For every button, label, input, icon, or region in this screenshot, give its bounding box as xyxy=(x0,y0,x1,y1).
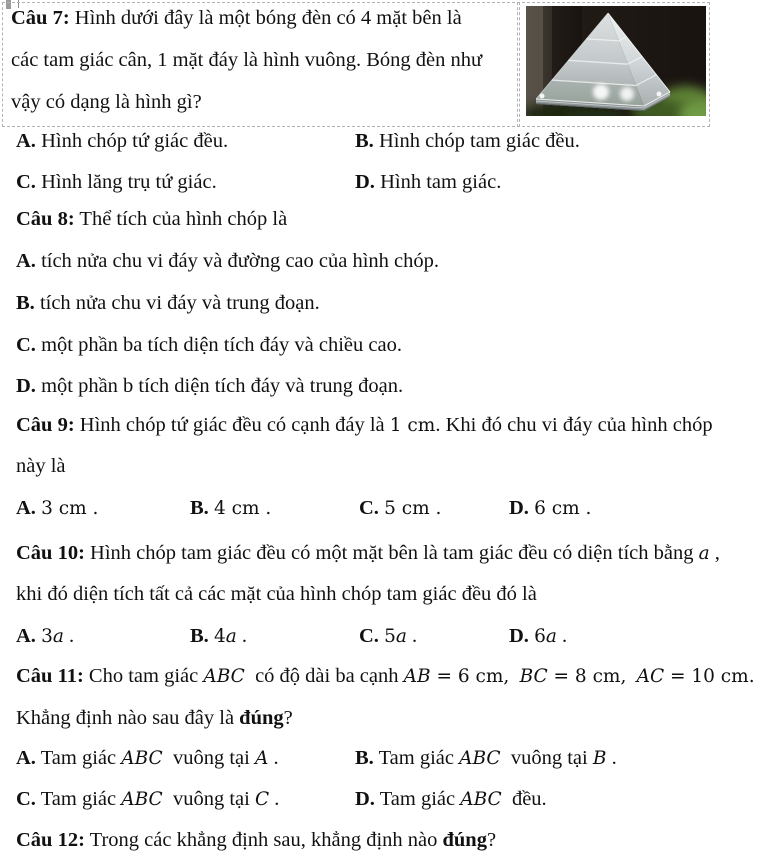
text-segment: 3 xyxy=(41,626,53,647)
text-segment: . xyxy=(268,747,279,769)
text-segment: Cho tam giác xyxy=(83,665,204,687)
q9-line-2 xyxy=(16,452,66,480)
text-segment: này là xyxy=(16,455,66,477)
q9-line-1 xyxy=(16,411,713,440)
q7-line-2 xyxy=(11,46,482,74)
text-segment: B. xyxy=(190,625,209,647)
text-segment: AC xyxy=(636,666,665,687)
text-segment: một phần ba tích diện tích đáy và chiều cao. xyxy=(35,334,402,356)
text-segment: 6 cm . xyxy=(534,498,592,519)
text-segment: các tam giác cân, 1 mặt đáy là hình vuông. Bóng đèn như xyxy=(11,49,483,71)
text-segment: Trong các khẳng định sau, khẳng định nào xyxy=(84,829,443,851)
q10-option-c xyxy=(359,622,417,651)
text-segment: Câu 7: xyxy=(11,7,70,29)
text-segment: vuông tại xyxy=(500,747,593,769)
text-segment: vuông tại xyxy=(162,788,255,810)
text-segment: AB xyxy=(403,666,431,687)
text-segment: . xyxy=(406,625,418,647)
q10-options-row xyxy=(0,622,773,650)
text-segment: Tam giác xyxy=(374,788,461,810)
text-segment: , xyxy=(709,542,720,564)
text-segment: khi đó diện tích tất cả các mặt của hình chóp tam giác đều đó là xyxy=(16,583,537,605)
text-segment: đúng xyxy=(442,829,487,851)
text-segment: tích nửa chu vi đáy và trung đoạn. xyxy=(34,292,320,314)
text-segment: A. xyxy=(16,625,36,647)
question7-image-frame[interactable] xyxy=(517,2,710,127)
text-segment: . xyxy=(63,625,75,647)
text-segment: vậy có dạng là hình gì? xyxy=(11,91,202,113)
text-segment: ABC xyxy=(121,748,163,769)
text-segment: Câu 12: xyxy=(16,829,85,851)
text-segment: . xyxy=(269,788,280,810)
text-segment xyxy=(626,665,636,687)
q7-options-row-2 xyxy=(0,168,773,196)
text-segment: 1 cm xyxy=(389,415,436,436)
text-segment: 6 xyxy=(534,626,546,647)
text-segment: Hình chóp tứ giác đều. xyxy=(35,130,229,152)
text-segment: 4 xyxy=(213,626,226,647)
text-segment: ABC xyxy=(121,789,163,810)
text-segment: Câu 8: xyxy=(16,208,75,230)
q11-option-b xyxy=(355,744,617,773)
text-segment: C. xyxy=(16,788,36,810)
text-segment: B. xyxy=(16,292,35,314)
text-segment: Hình chóp tam giác đều có một mặt bên là tam giác đều có diện tích bằng xyxy=(84,542,699,564)
q7-option-d xyxy=(355,168,501,196)
q7-options-row-1 xyxy=(0,127,773,155)
text-segment: = 8 cm, xyxy=(547,666,627,687)
q7-option-b xyxy=(355,127,580,155)
q7-line-1 xyxy=(11,4,462,32)
text-segment: D. xyxy=(355,171,375,193)
q11-line-1 xyxy=(16,662,755,691)
text-segment: a xyxy=(225,626,237,647)
text-segment: B. xyxy=(190,497,209,519)
q8-option-a xyxy=(16,247,439,275)
text-segment: Câu 11: xyxy=(16,665,84,687)
text-segment: D. xyxy=(509,497,529,519)
text-segment: C. xyxy=(16,334,36,356)
text-segment: ABC xyxy=(203,666,245,687)
text-segment: = 6 cm, xyxy=(430,666,510,687)
q8-option-b xyxy=(16,289,320,317)
text-segment: a xyxy=(545,626,557,647)
text-segment: Hình lăng trụ tứ giác. xyxy=(35,171,217,193)
text-segment: Tam giác xyxy=(373,747,460,769)
q11-options-row-1 xyxy=(0,744,773,772)
text-segment: . Khi đó chu vi đáy của hình chóp xyxy=(435,414,713,436)
text-segment: B. xyxy=(355,747,374,769)
q10-option-d xyxy=(509,622,567,651)
q10-line-2 xyxy=(16,580,537,608)
text-segment: Tam giác xyxy=(35,788,122,810)
text-segment: Hình chóp tam giác đều. xyxy=(373,130,580,152)
text-segment: 5 xyxy=(384,626,396,647)
text-segment: B xyxy=(592,748,607,769)
text-segment: B. xyxy=(355,130,374,152)
q9-option-c xyxy=(359,494,441,523)
q7-line-3 xyxy=(11,88,202,116)
q12-header xyxy=(16,826,496,854)
text-segment: A. xyxy=(16,250,36,272)
text-segment: BC xyxy=(519,666,548,687)
q8-option-c xyxy=(16,331,402,359)
q8-option-d xyxy=(16,372,403,400)
q11-option-a xyxy=(16,744,279,773)
text-segment: . xyxy=(556,625,568,647)
text-segment: C. xyxy=(359,625,379,647)
text-segment: C. xyxy=(16,171,36,193)
text-segment: = 10 cm. xyxy=(664,666,755,687)
text-segment: a xyxy=(52,626,64,647)
q9-option-d xyxy=(509,494,591,523)
text-segment: a xyxy=(698,543,710,564)
q10-option-b xyxy=(190,622,247,651)
text-segment xyxy=(509,665,519,687)
text-segment: ABC xyxy=(459,748,501,769)
text-segment: có độ dài ba cạnh xyxy=(244,665,404,687)
text-segment: Hình tam giác. xyxy=(374,171,502,193)
text-segment: một phần b tích diện tích đáy và trung đoạn. xyxy=(35,375,404,397)
q7-option-a xyxy=(16,127,228,155)
q9-option-b xyxy=(190,494,271,523)
text-segment: 5 cm . xyxy=(384,498,442,519)
q10-line-1 xyxy=(16,539,720,568)
text-segment: D. xyxy=(355,788,375,810)
q8-header xyxy=(16,205,287,233)
text-segment: Hình chóp tứ giác đều có cạnh đáy là xyxy=(74,414,390,436)
text-segment: Thể tích của hình chóp là xyxy=(74,208,288,230)
q10-option-a xyxy=(16,622,74,651)
pyramid-lamp-photo[interactable] xyxy=(526,6,706,116)
text-segment: . xyxy=(236,625,247,647)
text-segment: A xyxy=(254,748,269,769)
text-segment: A. xyxy=(16,130,36,152)
text-segment: Tam giác xyxy=(35,747,122,769)
text-segment: Câu 10: xyxy=(16,542,85,564)
text-segment: C. xyxy=(359,497,379,519)
q11-option-d xyxy=(355,785,547,814)
q9-options-row xyxy=(0,494,773,522)
q11-option-c xyxy=(16,785,279,814)
text-segment: đúng xyxy=(239,707,284,729)
text-segment: A. xyxy=(16,747,36,769)
text-segment: Hình dưới đây là một bóng đèn có 4 mặt bên là xyxy=(69,7,462,29)
text-segment: a xyxy=(395,626,407,647)
text-segment: đều. xyxy=(501,788,547,810)
text-segment: Câu 9: xyxy=(16,414,75,436)
q7-option-c xyxy=(16,168,217,196)
text-segment: ? xyxy=(486,829,497,851)
text-segment: 4 cm . xyxy=(213,498,272,519)
text-segment: ABC xyxy=(460,789,502,810)
text-segment: A. xyxy=(16,497,36,519)
text-segment: D. xyxy=(509,625,529,647)
text-segment: 3 cm . xyxy=(41,498,99,519)
text-segment: C xyxy=(254,789,270,810)
pyramid-lamp-illustration xyxy=(526,6,706,116)
text-segment: vuông tại xyxy=(162,747,255,769)
text-segment: tích nửa chu vi đáy và đường cao của hình chóp. xyxy=(35,250,440,272)
q11-options-row-2 xyxy=(0,785,773,813)
text-segment: Khẳng định nào sau đây là xyxy=(16,707,240,729)
text-segment: ? xyxy=(283,707,293,729)
q11-line-2 xyxy=(16,704,293,732)
text-segment: . xyxy=(606,747,617,769)
text-segment: D. xyxy=(16,375,36,397)
q9-option-a xyxy=(16,494,98,523)
